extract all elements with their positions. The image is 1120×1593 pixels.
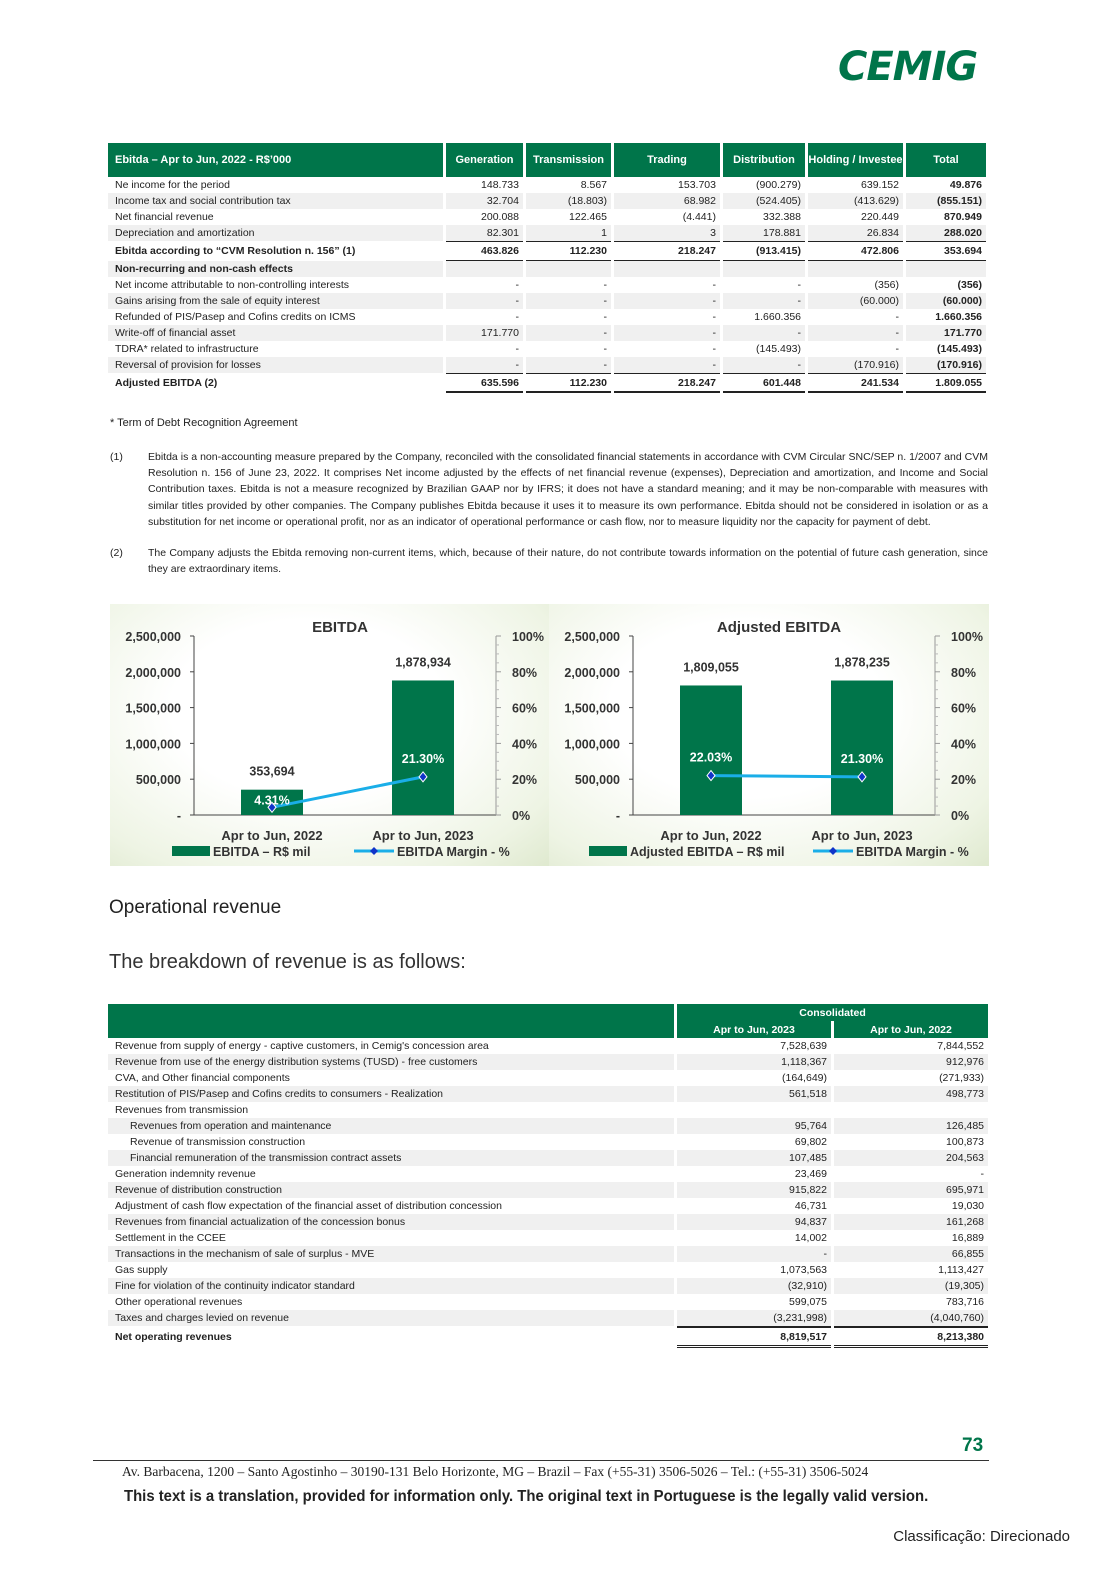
row-label: Generation indemnity revenue (115, 1168, 256, 1180)
cell-value: 498,773 (834, 1086, 988, 1102)
cell-value: - (446, 293, 523, 309)
y2-tick-label: 60% (512, 701, 538, 716)
y2-tick-label: 80% (951, 665, 977, 680)
row-label: Revenues from operation and maintenance (108, 1118, 674, 1134)
footer-divider (93, 1460, 989, 1461)
y2-tick-label: 40% (512, 737, 538, 752)
cell-value: - (526, 357, 611, 373)
table-row (108, 241, 986, 261)
column-header: Apr to Jun, 2023 (677, 1021, 831, 1038)
note-number: (2) (110, 547, 123, 559)
cell-value: - (614, 357, 720, 373)
adjusted-ebitda-chart (549, 604, 989, 866)
cell-value: 8.567 (580, 179, 607, 191)
cell-value: 599,075 (789, 1296, 827, 1308)
cell-value: 171.770 (446, 325, 523, 341)
column-header: Total (906, 143, 986, 177)
column-header: Generation (446, 143, 523, 177)
cell-value: 7,528,639 (780, 1040, 827, 1052)
y-tick-label: 1,500,000 (564, 701, 620, 716)
cell-value: 635.596 (446, 373, 523, 393)
bar-data-label: 1,878,235 (834, 655, 890, 670)
cell-value: - (723, 357, 805, 373)
table-row (108, 1262, 988, 1278)
cell-value: - (797, 279, 801, 291)
cemig-logo: CEMIG (838, 44, 978, 90)
cell-value (614, 261, 720, 277)
cell-value: - (603, 279, 607, 291)
note-number: (1) (110, 451, 123, 463)
table-row (108, 1054, 988, 1070)
cell-value: (4,040,760) (834, 1310, 988, 1326)
y2-tick-label: 20% (512, 773, 538, 788)
cell-value: 26.834 (808, 225, 903, 241)
cell-value: 100,873 (946, 1136, 985, 1148)
row-label: Revenue from use of the energy distribution systems (TUSD) - free customers (108, 1054, 674, 1070)
row-label: Refunded of PIS/Pasep and Cofins credits on ICMS (115, 311, 356, 323)
row-label: Settlement in the CCEE (115, 1232, 226, 1244)
row-label: Depreciation and amortization (108, 225, 443, 241)
chart-title: EBITDA (312, 619, 368, 636)
classification-label: Classificação: Direcionado (893, 1528, 1070, 1545)
cell-value: 912,976 (834, 1054, 988, 1070)
y-tick-label: 2,500,000 (125, 630, 181, 644)
y-tick-label: 1,000,000 (125, 737, 181, 752)
margin-line (711, 776, 862, 777)
table-row (108, 1118, 988, 1134)
cell-value (677, 1102, 831, 1118)
cell-value (808, 261, 903, 277)
consolidated-header: Consolidated (677, 1004, 988, 1021)
cell-value: (60.000) (906, 293, 986, 309)
cell-value: 49.876 (949, 179, 982, 191)
table-row (108, 225, 986, 241)
row-label: Income tax and social contribution tax (108, 193, 443, 209)
legend-marker-icon (370, 847, 378, 855)
page-number: 73 (962, 1435, 984, 1456)
cell-value: 241.534 (808, 373, 903, 393)
note-text: The Company adjusts the Ebitda removing non-current items, which, because of their nature, do not contribute towards information on the potential of future cash generation, since they are extraordinary items. (148, 547, 988, 576)
column-header: Distribution (723, 143, 805, 177)
cell-value: (145.493) (756, 343, 801, 355)
row-label: TDRA* related to infrastructure (115, 343, 259, 355)
cell-value: - (712, 311, 716, 323)
row-label: Revenue from supply of energy - captive customers, in Cemig's concession area (115, 1040, 489, 1052)
cell-value: 8,213,380 (834, 1326, 988, 1348)
table-row (108, 1182, 988, 1198)
y2-tick-label: 40% (951, 737, 977, 752)
table-row (108, 341, 986, 357)
table-row (108, 373, 986, 393)
row-label: CVA, and Other financial components (115, 1072, 290, 1084)
cell-value: - (712, 279, 716, 291)
cell-value: 204,563 (834, 1150, 988, 1166)
row-label: Gains arising from the sale of equity interest (108, 293, 443, 309)
cell-value: 218.247 (614, 241, 720, 261)
row-label: Other operational revenues (115, 1296, 243, 1308)
table-row (108, 209, 986, 225)
row-label: Non-recurring and non-cash effects (108, 261, 443, 277)
cell-value: (170.916) (808, 357, 903, 373)
table-row (108, 1310, 988, 1326)
cell-value: - (515, 311, 519, 323)
cell-value: 32.704 (446, 193, 523, 209)
cell-value: 1 (526, 225, 611, 241)
cell-value: 561,518 (677, 1086, 831, 1102)
cell-value: 695,971 (834, 1182, 988, 1198)
cell-value: 8,819,517 (677, 1326, 831, 1348)
cell-value: (170.916) (906, 357, 986, 373)
cell-value: (4.441) (682, 211, 716, 223)
cell-value: 68.982 (614, 193, 720, 209)
x-tick-label: Apr to Jun, 2022 (221, 828, 323, 843)
cell-value: 870.949 (944, 211, 982, 223)
cell-value: 601.448 (723, 373, 805, 393)
cell-value: 94,837 (677, 1214, 831, 1230)
cell-value: 1,118,367 (677, 1054, 831, 1070)
cell-value: 14,002 (794, 1232, 827, 1244)
legend-bar-label: Adjusted EBITDA – R$ mil (630, 845, 785, 859)
y2-tick-label: 0% (512, 809, 531, 823)
revenue-table (105, 1004, 991, 1348)
row-label: Ebitda according to “CVM Resolution n. 156” (1) (115, 245, 356, 257)
cell-value: (855.151) (906, 193, 986, 209)
y-tick-label: 500,000 (135, 773, 181, 788)
table-row (108, 1086, 988, 1102)
cell-value: (164,649) (782, 1072, 827, 1084)
cell-value: 46,731 (794, 1200, 827, 1212)
row-label: Adjustment of cash flow expectation of the financial asset of distribution concession (115, 1200, 502, 1212)
y-tick-label: 2,000,000 (125, 665, 181, 680)
table-row (108, 1166, 988, 1182)
x-tick-label: Apr to Jun, 2022 (660, 828, 762, 843)
margin-data-label: 4.31% (254, 793, 290, 808)
cell-value: 112.230 (526, 241, 611, 261)
cell-value: 126,485 (834, 1118, 988, 1134)
table-header-row (108, 1004, 988, 1021)
cell-value: 220.449 (861, 211, 899, 223)
cell-value: 95,764 (677, 1118, 831, 1134)
cell-value: - (515, 279, 519, 291)
cell-value: 3 (614, 225, 720, 241)
cell-value: 112.230 (526, 373, 611, 393)
cell-value: 66,855 (834, 1246, 988, 1262)
label-header (108, 1004, 674, 1038)
cell-value: (524.405) (723, 193, 805, 209)
table-row (108, 325, 986, 341)
cell-value: - (603, 343, 607, 355)
cell-value: - (526, 325, 611, 341)
table-header-row (108, 143, 986, 177)
y2-tick-label: 60% (951, 701, 977, 716)
y2-tick-label: 100% (951, 630, 983, 644)
table-row (108, 1294, 988, 1310)
cell-value: 353.694 (906, 241, 986, 261)
cell-value: 915,822 (677, 1182, 831, 1198)
row-label: Restitution of PIS/Pasep and Cofins credits to consumers - Realization (108, 1086, 674, 1102)
legend-line-label: EBITDA Margin - % (397, 845, 510, 859)
cell-value (906, 261, 986, 277)
table-row (108, 261, 986, 277)
column-header: Apr to Jun, 2022 (834, 1021, 988, 1038)
cell-value: (3,231,998) (677, 1310, 831, 1326)
table-row (108, 1150, 988, 1166)
table-row (108, 1038, 988, 1054)
cell-value (723, 261, 805, 277)
row-label: Gas supply (115, 1264, 168, 1276)
table-row (108, 293, 986, 309)
cell-value: 161,268 (834, 1214, 988, 1230)
cell-value: (60.000) (808, 293, 903, 309)
table-row (108, 177, 986, 193)
cell-value: 16,889 (951, 1232, 985, 1244)
cell-value: (19,305) (834, 1278, 988, 1294)
note-text: Ebitda is a non-accounting measure prepared by the Company, reconciled with the consolidated financial statements in accordance with CVM Circular SNC/SEP n. 1/2007 and CVM Resolution n. 156 of June 23, 2022. It comprises Net income adjusted by the effects of net financial revenue (expenses), Depreciation and amortization, and Income and Social Contribution taxes. Ebitda is not a measure recognized by Brazilian GAAP nor by IFRS; it does not have a standard meaning; and it may be non-comparable with measures with similar titles provided by other companies. The Company publishes Ebitda because it uses it to measure its own performance. Ebitda should not be considered in isolation or as a substitution for net income or operational profit, nor as an indicator of operational performance or cash flow, nor to measure liquidity nor the capacity for payment of debt. (148, 451, 988, 528)
adjusted-ebitda-chart-svg (549, 604, 989, 866)
ebitda-chart-svg (110, 604, 550, 866)
cell-value: (271,933) (939, 1072, 985, 1084)
cell-value: 1.660.356 (935, 311, 982, 323)
translation-disclaimer: This text is a translation, provided for information only. The original text in Portuguese is the legally valid version. (124, 1488, 929, 1505)
row-label: Net income attributable to non-controlling interests (115, 279, 350, 291)
table-row (108, 277, 986, 293)
cell-value: 472.806 (808, 241, 903, 261)
cell-value (526, 261, 611, 277)
table-row (108, 1230, 988, 1246)
table-row (108, 1246, 988, 1262)
cell-value: - (515, 343, 519, 355)
x-tick-label: Apr to Jun, 2023 (811, 828, 913, 843)
row-label: Fine for violation of the continuity indicator standard (108, 1278, 674, 1294)
cell-value: 639.152 (861, 179, 899, 191)
legend-bar-label: EBITDA – R$ mil (213, 845, 311, 859)
row-label: Ne income for the period (115, 179, 230, 191)
ebitda-table (105, 143, 989, 393)
cell-value: - (603, 311, 607, 323)
footnote: * Term of Debt Recognition Agreement (110, 417, 298, 429)
row-label: Reversal of provision for losses (108, 357, 443, 373)
cell-value: - (723, 325, 805, 341)
cell-value: (18.803) (526, 193, 611, 209)
cell-value: - (446, 357, 523, 373)
cell-value: 171.770 (906, 325, 986, 341)
cell-value (446, 261, 523, 277)
y-tick-label: - (615, 809, 620, 823)
bar (831, 681, 893, 815)
y2-tick-label: 100% (512, 630, 544, 644)
cell-value: 1,113,427 (938, 1264, 985, 1276)
cell-value: 463.826 (446, 241, 523, 261)
cell-value (834, 1102, 988, 1118)
cell-value: 1.809.055 (906, 373, 986, 393)
bar-data-label: 1,809,055 (683, 660, 739, 675)
x-tick-label: Apr to Jun, 2023 (372, 828, 474, 843)
cell-value: 82.301 (446, 225, 523, 241)
cell-value: 69,802 (794, 1136, 827, 1148)
row-label: Net operating revenues (115, 1331, 232, 1343)
column-header: Ebitda – Apr to Jun, 2022 - R$’000 (108, 143, 443, 177)
cell-value: - (526, 293, 611, 309)
cell-value: 148.733 (481, 179, 519, 191)
cell-value: 1.660.356 (754, 311, 801, 323)
bar (392, 680, 454, 815)
cell-value: 332.388 (763, 211, 801, 223)
cell-value: (32,910) (677, 1278, 831, 1294)
y-tick-label: 2,000,000 (564, 665, 620, 680)
y2-tick-label: 20% (951, 773, 977, 788)
address: Av. Barbacena, 1200 – Santo Agostinho – 30190-131 Belo Horizonte, MG – Brazil – Fax (+55-31) 3506-5026 – Tel.: (+55-31) 3506-5024 (122, 1464, 869, 1479)
table-row (108, 1326, 988, 1348)
section-title: Operational revenue (109, 897, 282, 918)
column-header: Trading (614, 143, 720, 177)
cell-value: 200.088 (481, 211, 519, 223)
breakdown-intro: The breakdown of revenue is as follows: (109, 951, 466, 973)
table-row (108, 1134, 988, 1150)
cell-value: - (614, 325, 720, 341)
cell-value: - (895, 311, 899, 323)
table-row (108, 193, 986, 209)
column-header: Transmission (526, 143, 611, 177)
table-row (108, 1278, 988, 1294)
row-label: Revenue of transmission construction (130, 1136, 306, 1148)
cell-value: 783,716 (946, 1296, 985, 1308)
ebitda-chart (110, 604, 550, 866)
y-tick-label: 1,500,000 (125, 701, 181, 716)
row-label: Transactions in the mechanism of sale of surplus - MVE (108, 1246, 674, 1262)
table-row (108, 1214, 988, 1230)
legend-bar-swatch (589, 846, 627, 856)
legend-bar-swatch (172, 846, 210, 856)
row-label: Net financial revenue (115, 211, 214, 223)
cell-value: (913.415) (723, 241, 805, 261)
column-header: Holding / Investee (808, 143, 903, 177)
cell-value: - (980, 1168, 985, 1180)
margin-data-label: 21.30% (401, 751, 445, 766)
y-tick-label: - (176, 809, 181, 823)
row-label: Revenues from financial actualization of the concession bonus (108, 1214, 674, 1230)
row-label: Financial remuneration of the transmission contract assets (108, 1150, 674, 1166)
row-label: Write-off of financial asset (108, 325, 443, 341)
table-row (108, 309, 986, 325)
margin-data-label: 22.03% (689, 750, 733, 765)
cell-value: - (677, 1246, 831, 1262)
cell-value: (413.629) (808, 193, 903, 209)
cell-value: 7,844,552 (937, 1040, 985, 1052)
cell-value: 218.247 (614, 373, 720, 393)
row-label: Revenue of distribution construction (108, 1182, 674, 1198)
cell-value: 153.703 (678, 179, 716, 191)
bar-data-label: 1,878,934 (395, 655, 451, 670)
cell-value: (356) (874, 279, 899, 291)
cell-value: - (808, 325, 903, 341)
legend-line-label: EBITDA Margin - % (856, 845, 969, 859)
row-label: Adjusted EBITDA (2) (115, 377, 218, 389)
cell-value: (145.493) (937, 343, 982, 355)
legend-marker-icon (829, 847, 837, 855)
row-label: Revenues from transmission (115, 1104, 249, 1116)
cell-value: 107,485 (677, 1150, 831, 1166)
cell-value: 23,469 (794, 1168, 827, 1180)
y2-tick-label: 80% (512, 665, 538, 680)
y-tick-label: 2,500,000 (564, 630, 620, 644)
row-label: Taxes and charges levied on revenue (108, 1310, 674, 1326)
cell-value: 122.465 (569, 211, 607, 223)
y-tick-label: 500,000 (574, 773, 620, 788)
y-tick-label: 1,000,000 (564, 737, 620, 752)
cell-value: - (895, 343, 899, 355)
bar-data-label: 353,694 (249, 764, 295, 779)
cell-value: 19,030 (951, 1200, 985, 1212)
table-row (108, 1198, 988, 1214)
cell-value: 178.881 (723, 225, 805, 241)
cell-value: 288.020 (906, 225, 986, 241)
cell-value: (356) (957, 279, 982, 291)
cell-value: 1,073,563 (780, 1264, 827, 1276)
cell-value: - (723, 293, 805, 309)
cell-value: - (712, 343, 716, 355)
margin-data-label: 21.30% (840, 751, 884, 766)
cell-value: - (614, 293, 720, 309)
table-row (108, 1102, 988, 1118)
table-row (108, 1070, 988, 1086)
chart-title: Adjusted EBITDA (716, 619, 842, 636)
cell-value: (900.279) (756, 179, 801, 191)
y2-tick-label: 0% (951, 809, 970, 823)
table-row (108, 357, 986, 373)
